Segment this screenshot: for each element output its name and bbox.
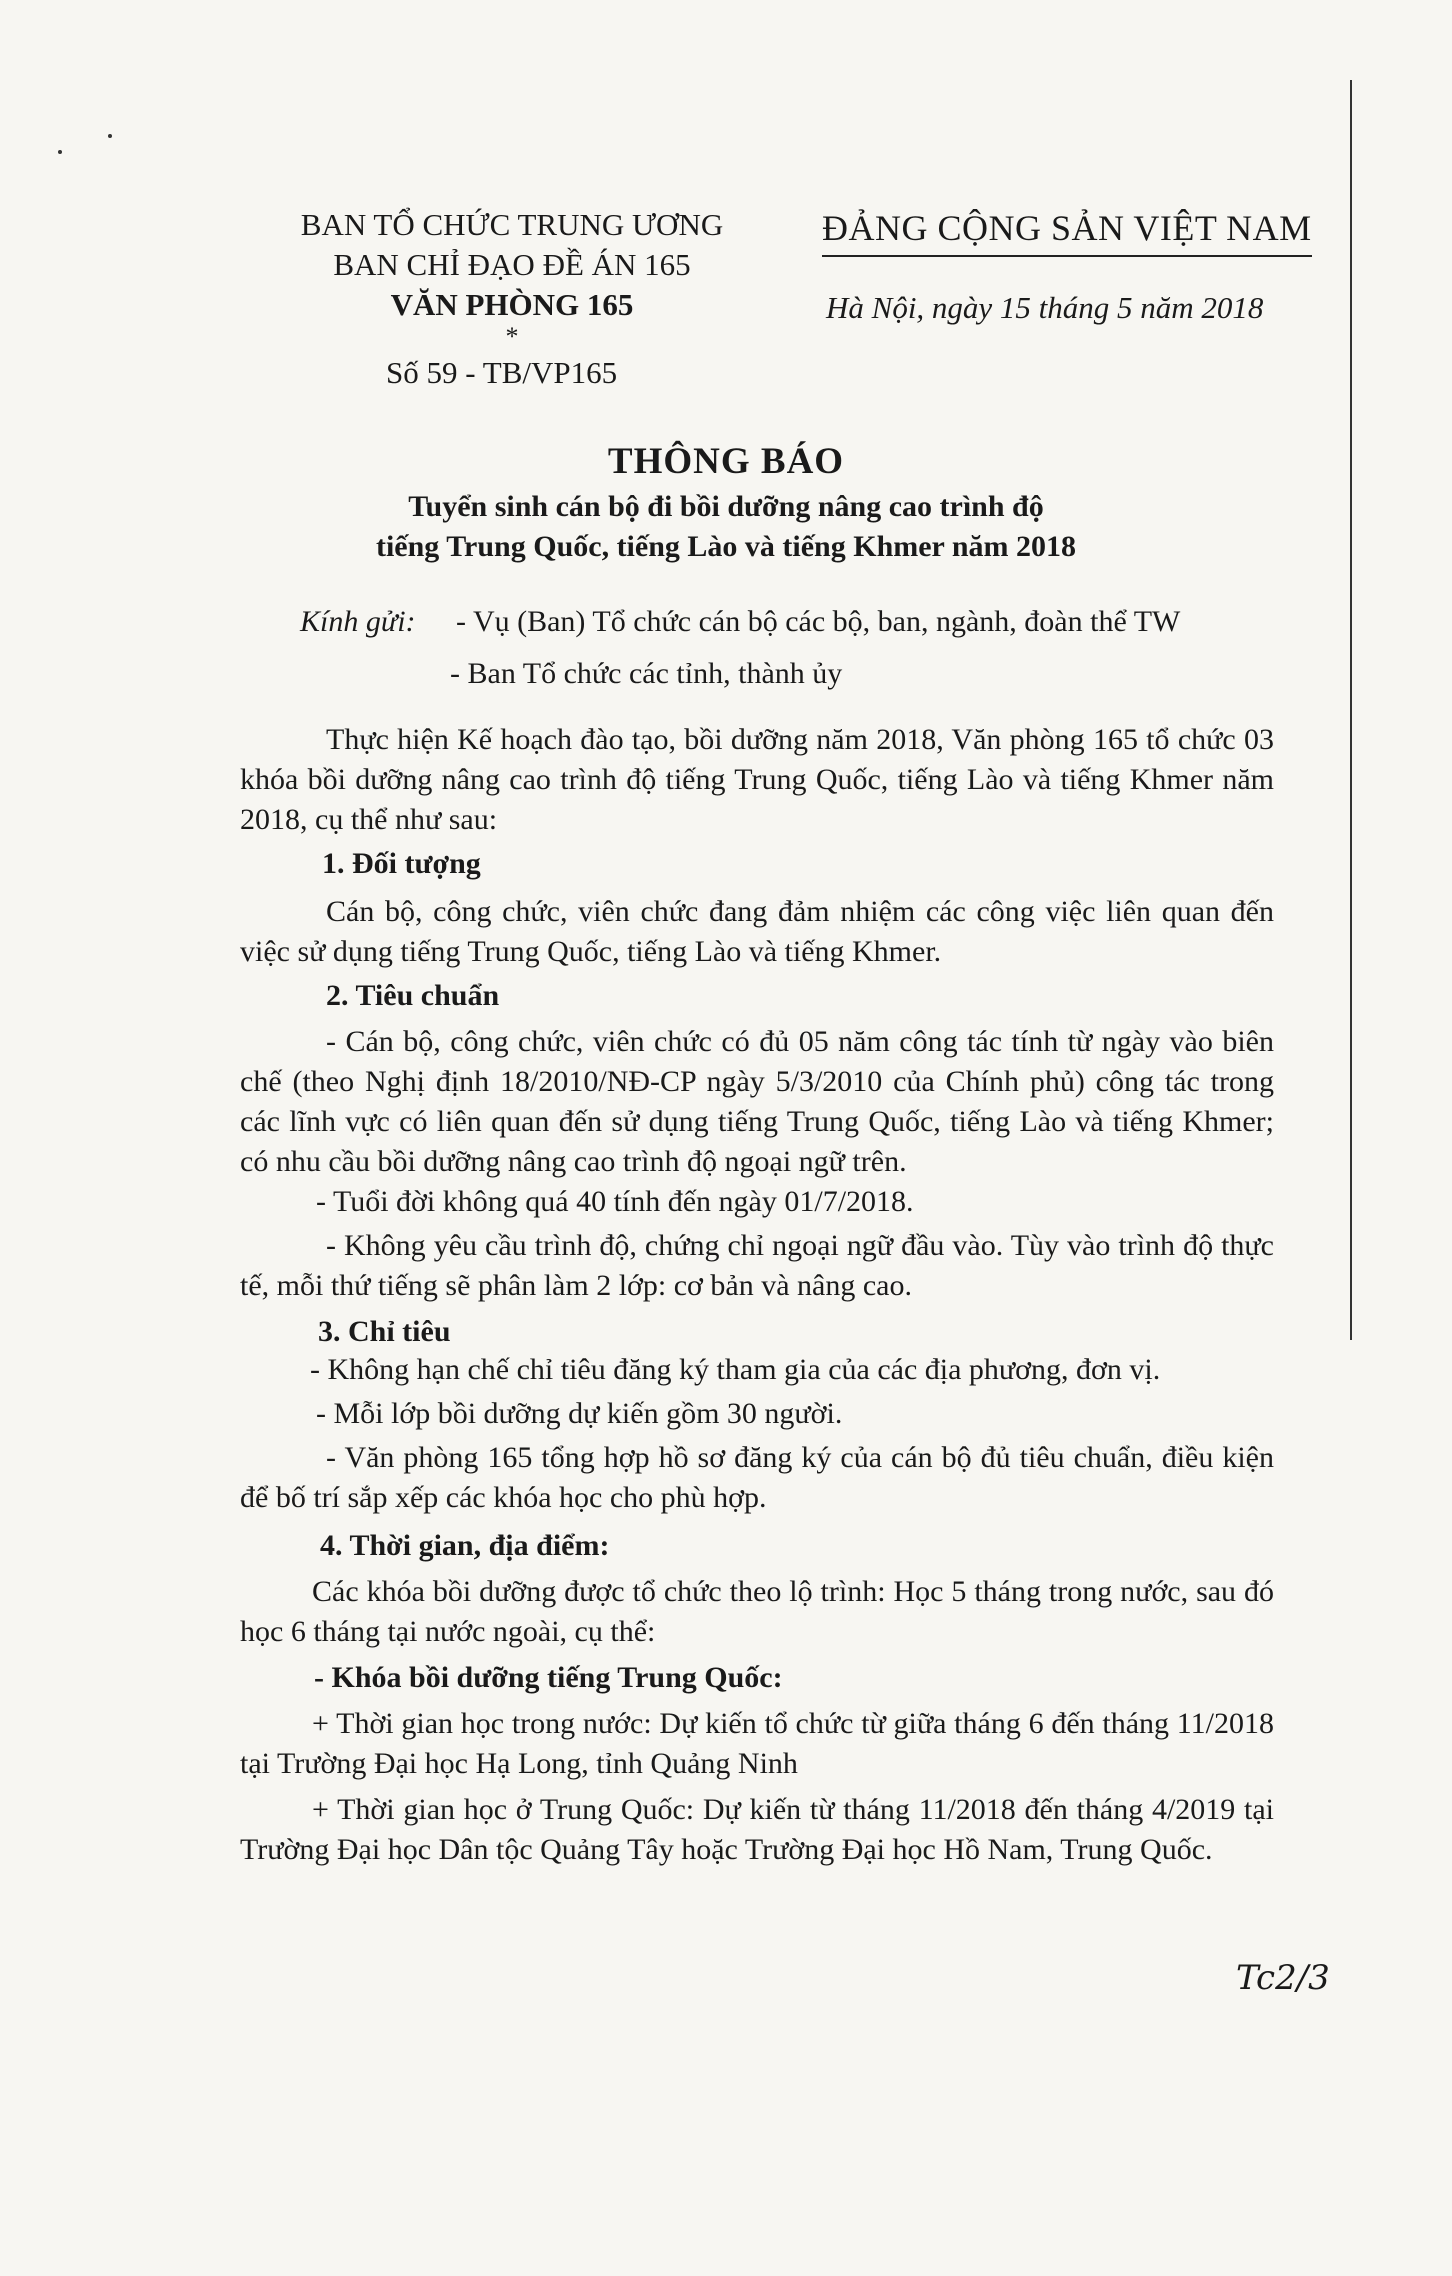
section-4-heading: 4. Thời gian, địa điểm: xyxy=(320,1529,610,1562)
intro-paragraph: Thực hiện Kế hoạch đào tạo, bồi dưỡng năm 2018, Văn phòng 165 tổ chức 03 khóa bồi dưỡng nâng cao trình độ tiếng Trung Quốc, tiếng Lào và tiếng Khmer năm 2018, cụ thể như sau: xyxy=(240,723,1274,836)
org-line-2: BAN CHỈ ĐẠO ĐỀ ÁN 165 xyxy=(333,247,691,282)
section-4-item-2: + Thời gian học ở Trung Quốc: Dự kiến từ tháng 11/2018 đến tháng 4/2019 tại Trường Đại học Dân tộc Quảng Tây hoặc Trường Đại học Hồ Nam, Trung Quốc. xyxy=(240,1793,1274,1866)
scan-speck xyxy=(58,150,62,154)
section-3-item-1: - Không hạn chế chỉ tiêu đăng ký tham gia của các địa phương, đơn vị. xyxy=(310,1353,1161,1386)
org-line-3: VĂN PHÒNG 165 xyxy=(390,287,634,322)
party-name-underline xyxy=(822,255,1312,257)
document-subtitle-line-2: tiếng Trung Quốc, tiếng Lào và tiếng Khmer năm 2018 xyxy=(375,530,1077,563)
section-2-item-3: - Không yêu cầu trình độ, chứng chỉ ngoại ngữ đầu vào. Tùy vào trình độ thực tế, mỗi thứ tiếng sẽ phân làm 2 lớp: cơ bản và nâng cao. xyxy=(240,1229,1274,1302)
party-name: ĐẢNG CỘNG SẢN VIỆT NAM xyxy=(822,208,1312,248)
document-title: THÔNG BÁO xyxy=(607,441,845,482)
section-4-course-heading: - Khóa bồi dưỡng tiếng Trung Quốc: xyxy=(314,1661,783,1694)
recipients-label: Kính gửi: xyxy=(300,605,416,638)
section-1-text: Cán bộ, công chức, viên chức đang đảm nhiệm các công việc liên quan đến việc sử dụng tiếng Trung Quốc, tiếng Lào và tiếng Khmer. xyxy=(240,895,1274,968)
scan-margin-line xyxy=(1350,80,1352,1340)
place-date: Hà Nội, ngày 15 tháng 5 năm 2018 xyxy=(826,290,1264,325)
org-line-1: BAN TỔ CHỨC TRUNG ƯƠNG xyxy=(300,207,724,242)
section-4-item-1: + Thời gian học trong nước: Dự kiến tổ chức từ giữa tháng 6 đến tháng 11/2018 tại Trường Đại học Hạ Long, tỉnh Quảng Ninh xyxy=(240,1707,1274,1780)
section-2-item-2: - Tuổi đời không quá 40 tính đến ngày 01/7/2018. xyxy=(316,1185,914,1218)
section-4-intro: Các khóa bồi dưỡng được tổ chức theo lộ trình: Học 5 tháng trong nước, sau đó học 6 tháng tại nước ngoài, cụ thể: xyxy=(240,1575,1274,1648)
section-1-heading: 1. Đối tượng xyxy=(322,847,481,880)
recipient-line-1: - Vụ (Ban) Tổ chức cán bộ các bộ, ban, ngành, đoàn thể TW xyxy=(456,605,1181,638)
handwritten-initials: Tc2/3 xyxy=(1236,1958,1330,1998)
section-2-heading: 2. Tiêu chuẩn xyxy=(326,979,500,1012)
recipient-line-2: - Ban Tổ chức các tỉnh, thành ủy xyxy=(450,657,843,690)
document-number: Số 59 - TB/VP165 xyxy=(386,355,618,390)
scan-speck xyxy=(108,134,112,138)
section-3-heading: 3. Chỉ tiêu xyxy=(318,1315,451,1348)
section-2-item-1: - Cán bộ, công chức, viên chức có đủ 05 năm công tác tính từ ngày vào biên chế (theo Nghị định 18/2010/NĐ-CP ngày 5/3/2010 của Chính phủ) công tác trong các lĩnh vực có liên quan đến sử dụng tiếng Trung Quốc, tiếng Lào và tiếng Khmer; có nhu cầu bồi dưỡng nâng cao trình độ ngoại ngữ trên. xyxy=(240,1025,1274,1178)
header-star: * xyxy=(505,322,519,351)
section-3-item-2: - Mỗi lớp bồi dưỡng dự kiến gồm 30 người. xyxy=(316,1397,843,1430)
section-3-item-3: - Văn phòng 165 tổng hợp hồ sơ đăng ký của cán bộ đủ tiêu chuẩn, điều kiện để bố trí sắp xếp các khóa học cho phù hợp. xyxy=(240,1441,1274,1514)
document-subtitle-line-1: Tuyển sinh cán bộ đi bồi dưỡng nâng cao trình độ xyxy=(408,490,1044,523)
